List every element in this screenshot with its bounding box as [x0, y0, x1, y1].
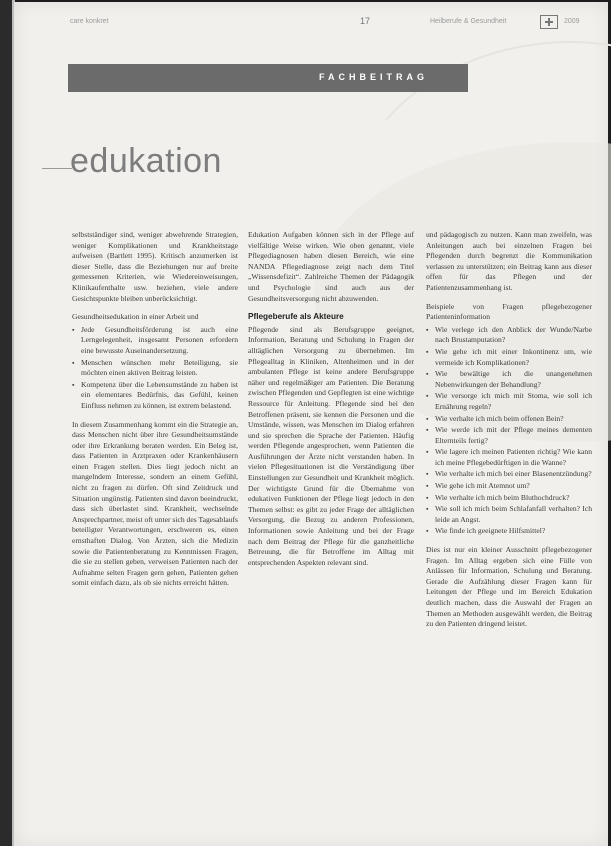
paragraph: und pädagogisch zu nutzen. Kann man zweifeln, was Anleitungen auch bei einzelnen Fragen bei Pflegenden durch begrenzt die Kommunikation verlassen zu unterstützen; ein Beitrag kann aus dieser offen für das Pflegen und der Patientenzusammenhang ist. — [426, 230, 592, 292]
title-rule — [42, 168, 72, 169]
list-item: ▪ Wie verhalte ich mich beim Bluthochdruck? — [426, 493, 592, 504]
header-left-text: care konkret — [70, 18, 109, 25]
running-header — [70, 16, 588, 30]
list-item: ▪ Wie gehe ich mit einer Inkontinenz um, wie vermeide ich Komplikationen? — [426, 347, 592, 368]
subheading: Pflegeberufe als Akteure — [248, 312, 344, 322]
header-right-text: 2009 — [564, 18, 580, 25]
paragraph: In diesem Zusammenhang kommt ein die Strategie an, dass Menschen nicht über ihre Gesundheitsumstände oder ihre Erkrankung beraten werden. Ein Beleg ist, dass Patienten in Arztpraxen oder Krankenhäusern einen Fragen stellen. Dies liegt jedoch nicht an mangelndem Interesse, sondern an einem Gefühl, nicht zu fragen zu dürfen. Oft sind Zeitdruck und Situation ungünstig. Patienten sind davon beeindruckt, dass sich überlastet sind. Krankheit, wechselnde Ansprechpartner, meist oft unter sich des Tagesablaufs beteiligter Verantwortungen, erschweren es, einen ernsthaften Dialog. Von Ärzten, sich die Medizin sowie die Patientenberatung zu Kenntnissen Fragen, die sie zu stellen geben, verweisen Patienten nach der Aufnahme selten Fragen gern gehen, Patienten gehen somit einfach dazu, als ob sie nichts erreicht hätten. — [72, 419, 238, 588]
paragraph: Gesundheitsedukation in einer Arbeit und — [72, 312, 199, 322]
list-item: ▪ Kompetenz über die Lebensumstände zu haben ist ein elementares Bedürfnis, das Gefühl, keinen Einfluss nehmen zu können, ist extrem belastend. — [72, 380, 238, 412]
paragraph: Pflegende sind als Berufsgruppe geeignet, Information, Beratung und Schulung in Fragen der alltäglichen Versorgung zu übernehmen. Im Pflegealltag in Kliniken, Altenheimen und in der ambulanten Pflege ist keine andere Berufsgruppe näher und regelmäßiger am Patienten. Die Beratung zwischen Pflegenden und Gepflegten ist eine wichtige Ressource für Anleitung. Pflegende sind bei den Betroffenen präsent, sie kennen die Personen und die Umstände, wissen, was Menschen im Dialog erfahren und sie sprechen die Sprache der Patienten. Häufig werden Pflegende angesprochen, wenn Patienten die Ausführungen der Ärzte nicht verstanden haben. In vielen Pflegesituationen ist die Verständigung über Einstellungen zur Gesundheit und Krankheit möglich. Der wichtigste Grund für die Übernahme von edukativen Funktionen der Pflege liegt jedoch in den Themen selbst: es gibt zu jeder Frage der alltäglichen Versorgung, die Bezug zu anderen Professionen, Informationen sowie Anleitung und bei der Frage nach dem Beitrag der Pflege für die ganzheitliche Betreuung, die für Betroffene im Alltag mit entsprechenden Aspekten relevant sind. — [248, 324, 414, 567]
list-item: ▪ Wie bewältige ich die unangenehmen Nebenwirkungen der Behandlung? — [426, 369, 592, 390]
list-item: ▪ Wie versorge ich mich mit Stoma, wie soll ich Ernährung regeln? — [426, 391, 592, 412]
document-page — [14, 2, 608, 846]
question-list — [426, 325, 592, 537]
list-item: ▪ Wie verhalte ich mich bei einer Blasenentzündung? — [426, 469, 592, 480]
list-item: ▪ Wie finde ich geeignete Hilfsmittel? — [426, 526, 592, 537]
bullet-list — [72, 325, 238, 412]
text-column-2 — [248, 230, 414, 576]
text-column-1 — [72, 230, 238, 597]
journal-logo-icon — [540, 15, 558, 29]
list-item: ▪ Jede Gesundheitsförderung ist auch eine Lerngelegenheit, insgesamt Personen erfordern eine bewusste Auseinandersetzung. — [72, 325, 238, 357]
category-banner — [68, 64, 468, 92]
list-item: ▪ Wie werde ich mit der Pflege meines dementen Elternteils fertig? — [426, 425, 592, 446]
section-title: edukation — [70, 142, 222, 180]
list-item: ▪ Wie verhalte ich mich beim offenen Bein? — [426, 414, 592, 425]
text-column-3 — [426, 230, 592, 638]
list-item: ▪ Wie soll ich mich beim Schlafanfall verhalten? Ich leide an Angst. — [426, 504, 592, 525]
paragraph: Dies ist nur ein kleiner Ausschnitt pflegebezogener Fragen. Im Alltag ergeben sich eine Fülle von Anlässen für Information, Schulung und Beratung. Gerade die Aufzählung dieser Fragen kann für Leitungen der Pflege und im Bereich Edukation deutlich machen, dass die Auswahl der Fragen an Themen an Methoden ausgewählt werden, die Beitrag zu den Patienten dringend leistet. — [426, 545, 592, 629]
list-item: ▪ Wie gehe ich mit Atemnot um? — [426, 481, 592, 492]
list-item: ▪ Wie verlege ich den Anblick der Wunde/Narbe nach Brustamputation? — [426, 325, 592, 346]
paragraph: selbstständiger sind, weniger abwehrende Strategien, weniger Komplikationen und Krankheitstage aufweisen (Bartlett 1995). Kritisch anzumerken ist dieser Stelle, dass die Beziehungen nur auf breite gemessenen Kriterien, wie Wiedereinweisungen, Klinikaufenthalte usw. beziehen, viele andere Gesichtspunkte bleiben unberücksichtigt. — [72, 230, 238, 303]
box-heading: Beispiele von Fragen pflegebezogener Patienteninformation — [426, 301, 592, 322]
list-item: ▪ Wie lagere ich meinen Patienten richtig? Wie kann ich meine Pflegebedürftigen in die Wanne? — [426, 447, 592, 468]
paragraph: Edukation Aufgaben können sich in der Pflege auf vielfältige Weise wirken. Wie oben genannt, viele Pflegediagnosen haben diesen Bereich, wie eine NANDA Pflegediagnose zeigt nach dem Titel „Wissensdefizit“. Zahlreiche Themen der Pädagogik und Psychologie sind auch aus der Gesundheitsversorgung nicht abzuwenden. — [248, 230, 414, 303]
journal-name: Heilberufe & Gesundheit — [430, 18, 507, 25]
banner-label: FACHBEITRAG — [319, 72, 428, 82]
page-number: 17 — [360, 16, 371, 26]
list-item: ▪ Menschen wünschen mehr Beteiligung, sie möchten einen aktiven Beitrag leisten. — [72, 358, 238, 379]
